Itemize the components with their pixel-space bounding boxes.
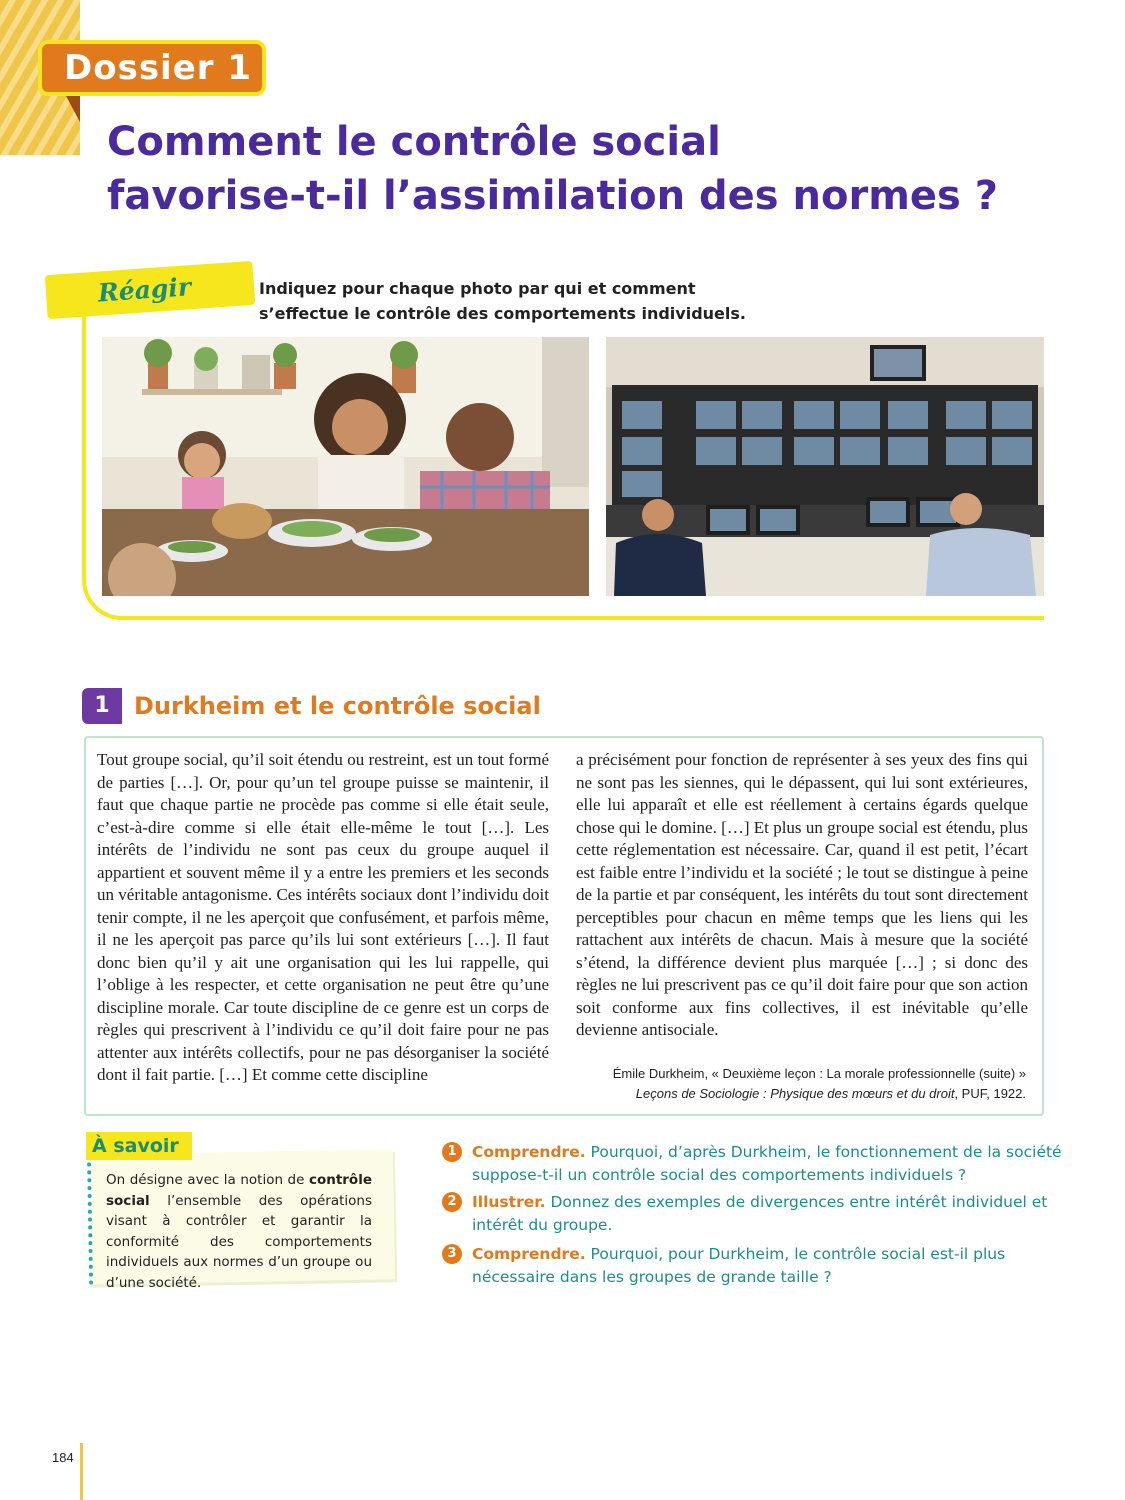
- question-text: Pourquoi, d’après Durkheim, le fonctionnement de la société suppose-t-il un contrôle social des comportements individuels ?: [472, 1143, 1062, 1184]
- reagir-instruction-line2: s’effectue le contrôle des comportements individuels.: [259, 304, 746, 323]
- page-title-line1: Comment le contrôle social: [107, 119, 721, 165]
- document-text-left-column: Tout groupe social, qu’il soit étendu ou restreint, est un tout formé de parties […]. Or, pour qu’un tel groupe puisse se maintenir, il faut que chaque partie ne procède pas comme si elle était seule, c’est-à-dire comme si elle était elle-même le tout […]. Les intérêts de l’individu ne sont pas ceux du groupe auquel il appartient et souvent même il y a entre les premiers et les seconds un véritable antagonisme. Ces intérêts sociaux dont l’individu doit tenir compte, il ne les aperçoit que confusément, et parfois même, il ne les aperçoit pas parce qu’ils lui sont extérieurs […]. Il faut donc bien qu’il y ait une organisation qui les lui rappelle, qui l’oblige à les respecter, et cette organisation ne peut être qu’une discipline morale. Car toute discipline de ce genre est un corps de règles qui prescrivent à l’individu ce qu’il doit faire pour ne pas attenter aux intérêts collectifs, pour ne pas désorganiser la société dont il fait partie. […] Et comme cette discipline: [97, 750, 549, 1084]
- question-1: [442, 1141, 1062, 1187]
- question-2: [442, 1191, 1062, 1237]
- police-surveillance-room-photo: [606, 337, 1044, 596]
- family-meal-photo: [102, 337, 589, 596]
- a-savoir-term: contrôle social: [106, 1172, 372, 1209]
- a-savoir-text-before: On désigne avec la notion de: [106, 1172, 309, 1188]
- question-verb: Comprendre.: [472, 1245, 586, 1263]
- document-source: [540, 1064, 1026, 1104]
- question-number-badge: 2: [442, 1192, 462, 1212]
- question-number-badge: 1: [442, 1142, 462, 1162]
- page-number: 184: [52, 1450, 74, 1465]
- question-number-badge: 3: [442, 1244, 462, 1264]
- source-author-line: Émile Durkheim, « Deuxième leçon : La morale professionnelle (suite) »: [612, 1066, 1026, 1081]
- page-title: [107, 115, 1067, 223]
- dossier-tab-fold: [66, 96, 80, 122]
- a-savoir-text-after: l’ensemble des opérations visant à contrôler et garantir la conformité des comportements individuels aux normes d’un groupe ou d’une société.: [106, 1192, 372, 1291]
- source-work-title: Leçons de Sociologie : Physique des mœurs et du droit: [635, 1086, 955, 1101]
- document-number: 1: [82, 688, 122, 724]
- footer-bar: [80, 1443, 83, 1500]
- question-text: Donnez des exemples de divergences entre intérêt individuel et intérêt du groupe.: [472, 1193, 1048, 1234]
- reagir-label: Réagir: [45, 261, 256, 319]
- a-savoir-title: À savoir: [86, 1132, 192, 1160]
- document-title: Durkheim et le contrôle social: [134, 692, 541, 720]
- question-verb: Illustrer.: [472, 1193, 546, 1211]
- dossier-tab: Dossier 1: [38, 40, 266, 96]
- source-publisher: , PUF, 1922.: [954, 1086, 1026, 1101]
- a-savoir-definition: [106, 1170, 372, 1293]
- question-text: Pourquoi, pour Durkheim, le contrôle social est-il plus nécessaire dans les groupes de grande taille ?: [472, 1245, 1006, 1286]
- question-3: [442, 1243, 1062, 1289]
- question-verb: Comprendre.: [472, 1143, 586, 1161]
- document-text-right-column: a précisément pour fonction de représenter à ses yeux des fins qui ne sont pas les siennes, qui le dépassent, qui lui sont extérieures, elle lui apparaît et elle est réellement à certains égards quelque chose qui le domine. […] Et plus un groupe social est étendu, plus cette réglementation est nécessaire. Car, quand il est petit, l’écart est faible entre l’individu et la société ; le tout se distingue à peine de la partie et par conséquent, les intérêts du tout sont directement perceptibles pour chacun en même temps que les liens qui les rattachent aux intérêts de chacun. Mais à mesure que la société s’étend, la différence devient plus marquée […] ; si donc des règles ne lui prescrivent pas ce qu’il doit faire pour que son action soit conforme aux fins collectives, il est inévitable qu’elle devienne antisociale.: [576, 750, 1028, 1039]
- reagir-instruction-line1: Indiquez pour chaque photo par qui et comment: [259, 279, 696, 298]
- page-title-line2: favorise-t-il l’assimilation des normes ?: [107, 173, 998, 219]
